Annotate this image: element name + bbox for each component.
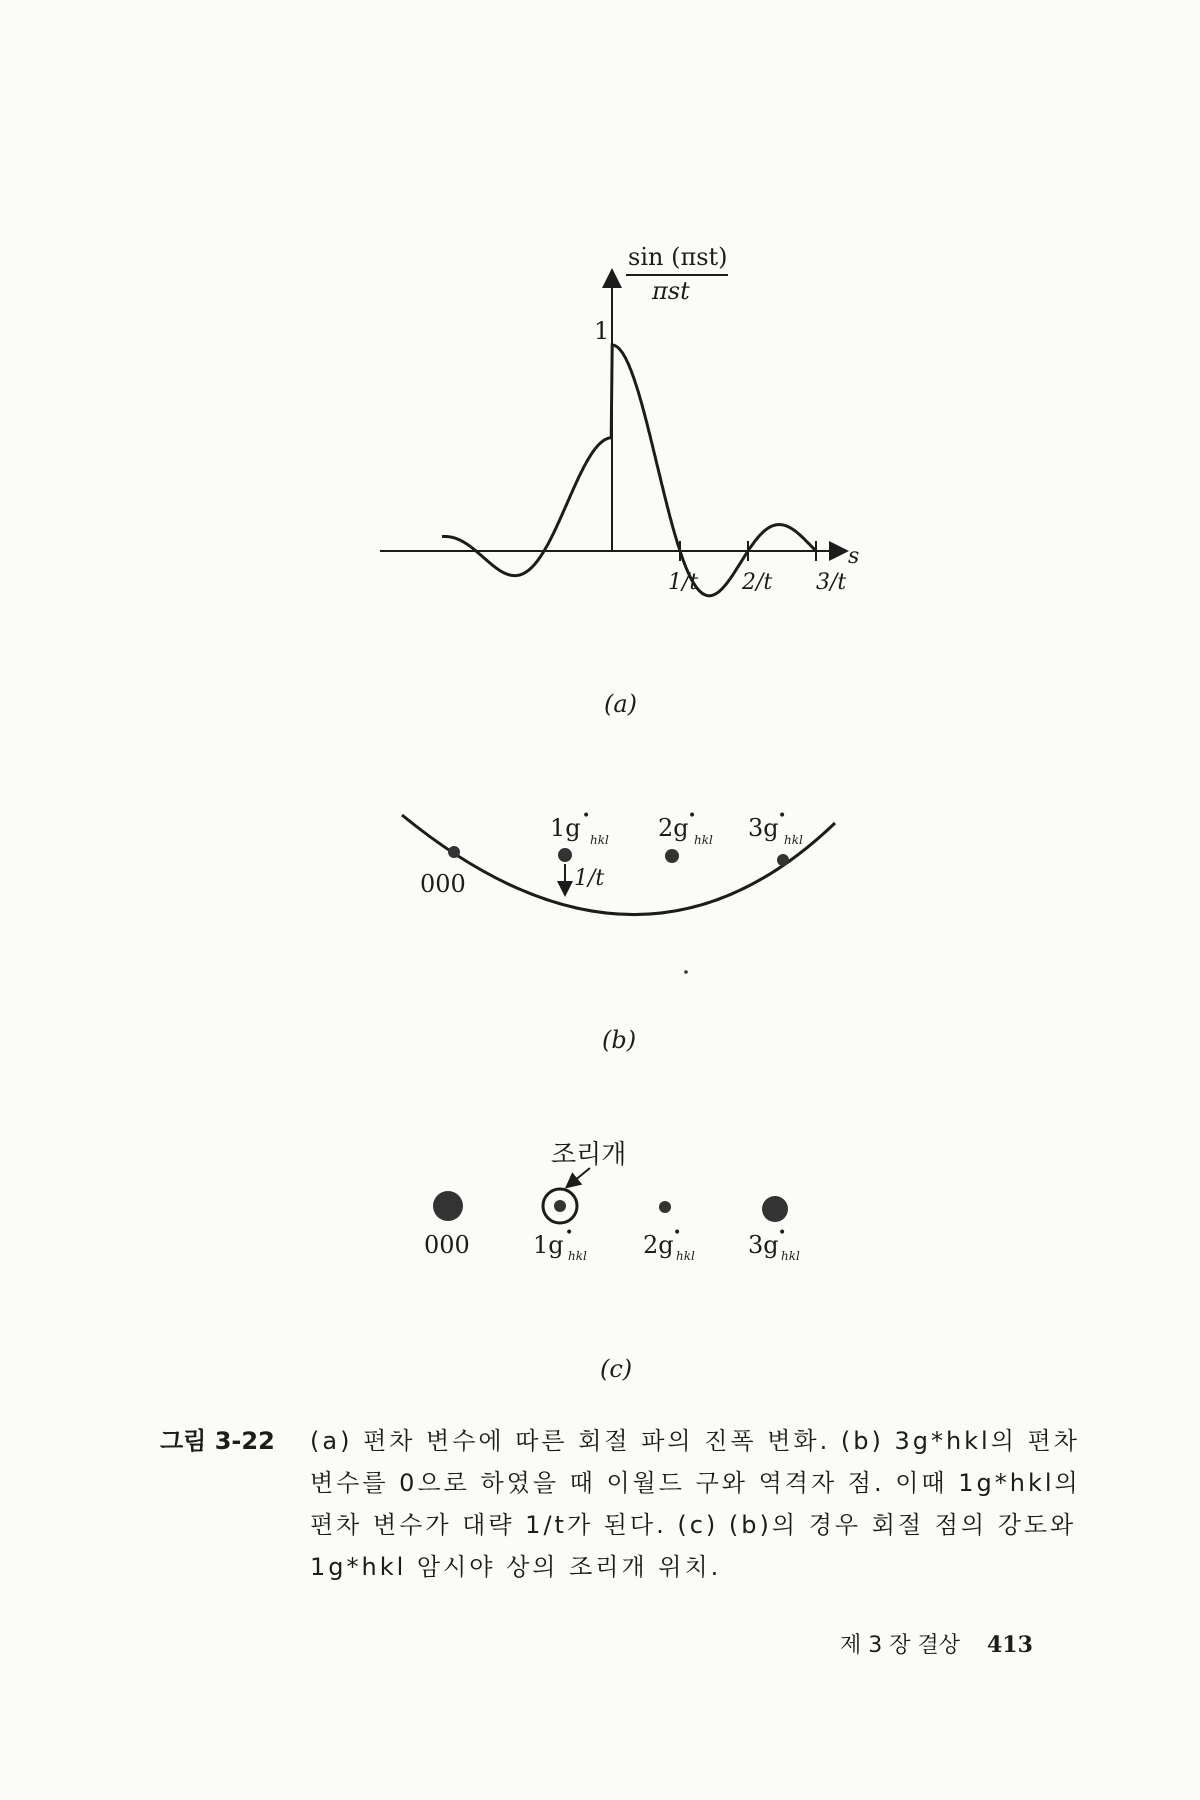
x-axis-label: s xyxy=(848,544,860,569)
x-tick-label: 2/t xyxy=(742,570,773,595)
reciprocal-point-000 xyxy=(448,846,460,858)
asterisk-c3: • xyxy=(778,1225,787,1241)
x-tick-labels xyxy=(668,570,846,595)
caption-label: 그림 3-22 xyxy=(160,1427,275,1455)
spot-2g xyxy=(659,1201,671,1213)
subscript-c3: hkl xyxy=(781,1249,800,1263)
y-label-numerator: sin (πst) xyxy=(628,243,728,271)
label-3g: 3g xyxy=(748,814,779,842)
aperture-label: 조리개 xyxy=(551,1140,627,1170)
sinc-curve xyxy=(442,345,816,596)
reciprocal-point-1g xyxy=(558,848,572,862)
deviation-label: 1/t xyxy=(574,866,605,891)
asterisk-c1: • xyxy=(565,1225,574,1241)
chapter-title: 제 3 장 결상 xyxy=(840,1633,960,1658)
figure-b xyxy=(402,808,835,1054)
spot-label-000: 000 xyxy=(424,1231,470,1259)
y-label-denominator: πst xyxy=(652,277,690,305)
asterisk-1g: • xyxy=(582,808,591,824)
spot-label-3g: 3g xyxy=(748,1231,779,1259)
x-tick-label: 1/t xyxy=(668,570,699,595)
stray-dot xyxy=(684,970,688,974)
page-footer xyxy=(840,1628,1033,1659)
spot-1g xyxy=(554,1200,566,1212)
label-2g-group xyxy=(658,808,713,847)
spot-000 xyxy=(433,1191,463,1221)
spot-3g xyxy=(762,1196,788,1222)
spot-label-2g: 2g xyxy=(643,1231,674,1259)
subscript-c1: hkl xyxy=(568,1249,587,1263)
figure-c xyxy=(424,1140,800,1383)
label-000: 000 xyxy=(420,870,466,898)
label-3g-group xyxy=(748,808,803,847)
caption-text: (a) 편차 변수에 따른 회절 파의 진폭 변화. (b) 3g*hkl의 편차 변수를 0으로 하였을 때 이월드 구와 역격자 점. 이때 1g*hkl의 편차 변수가 대략 1/t가 된다. (c) (b)의 경우 회절 점의 강도와 1g*hkl 암시야 상의 조리개 위치. xyxy=(310,1427,1081,1581)
figure-caption xyxy=(160,1420,1100,1588)
panel-label-c: (c) xyxy=(600,1355,633,1383)
y-peak-label: 1 xyxy=(594,317,610,345)
page-number: 413 xyxy=(987,1632,1033,1658)
subscript-c2: hkl xyxy=(676,1249,695,1263)
spot-label-3g-group xyxy=(748,1225,800,1263)
label-1g: 1g xyxy=(550,814,581,842)
subscript-1g: hkl xyxy=(590,833,609,847)
subscript-3g: hkl xyxy=(784,833,803,847)
panel-label-a: (a) xyxy=(604,690,638,718)
reciprocal-point-2g xyxy=(665,849,679,863)
asterisk-2g: • xyxy=(688,808,697,824)
asterisk-3g: • xyxy=(778,808,787,824)
label-2g: 2g xyxy=(658,814,689,842)
subscript-2g: hkl xyxy=(694,833,713,847)
aperture-pointer xyxy=(568,1168,590,1186)
reciprocal-point-3g xyxy=(777,854,789,866)
x-tick-label: 3/t xyxy=(816,570,847,595)
figure-a xyxy=(380,243,859,718)
spot-label-1g-group xyxy=(533,1225,587,1263)
spot-label-2g-group xyxy=(643,1225,695,1263)
panel-label-b: (b) xyxy=(602,1026,637,1054)
label-1g-group xyxy=(550,808,609,847)
asterisk-c2: • xyxy=(673,1225,682,1241)
spot-label-1g: 1g xyxy=(533,1231,564,1259)
